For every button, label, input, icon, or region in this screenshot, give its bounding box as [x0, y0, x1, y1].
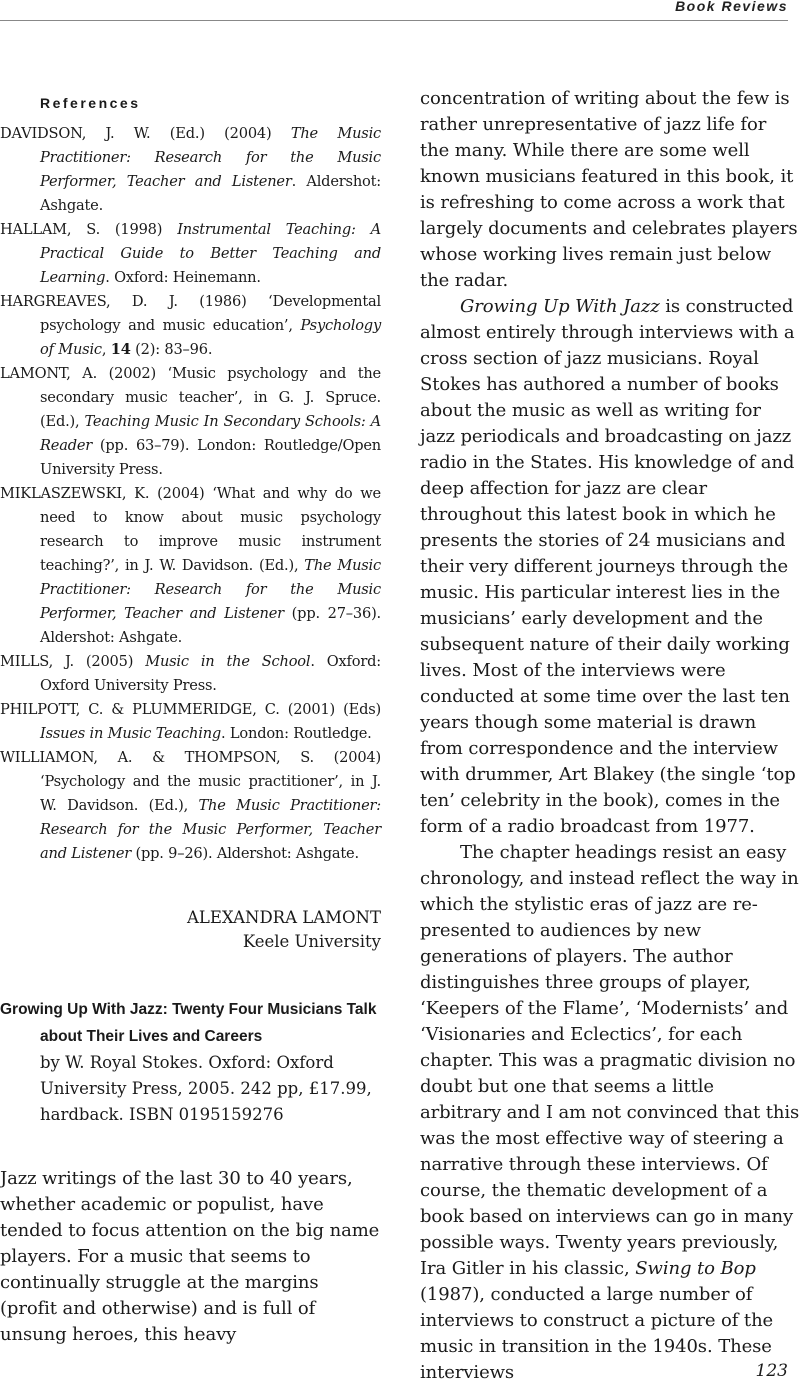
review-paragraph: The chapter headings resist an easy chronology, and instead reflect the way in which the stylistic eras of jazz are re-presented to audiences by new generations of players. The author distinguishes three groups of player, ‘Keepers of the Flame’, ‘Modernists’ and ‘Visionaries and Eclectics’, for each chapter. This was a pragmatic division no doubt but one that seems a little arbitrary and I am not convinced that this was the most effective way of steering a narrative through these interviews. Of course, the thematic development of a book based on interviews can go in many possible ways. Twenty years previously, Ira Gitler in his classic, Swing to Bop (1987), conducted a large number of interviews to construct a picture of the music in transition in the 1940s. These interviews — [420, 842, 800, 1383]
book-title: Growing Up With Jazz: Twenty Four Musicians Talk about Their Lives and Careers — [0, 1001, 377, 1045]
reference-entry: MIKLASZEWSKI, K. (2004) ‘What and why do we need to know about music psychology research to improve music instrument teaching?’, in J. W. Davidson. (Ed.), The Music Practitioner: Research for the Music Performer, Teacher and Listener (pp. 27–36). Aldershot: Ashgate. — [0, 485, 381, 646]
left-column — [0, 92, 381, 1348]
references-heading: References — [40, 95, 141, 111]
reference-entry: WILLIAMON, A. & THOMPSON, S. (2004) ‘Psychology and the music practitioner’, in J. W. Davidson. (Ed.), The Music Practitioner: Research for the Music Performer, Teacher and Listener (pp. 9–26). Aldershot: Ashgate. — [0, 749, 381, 862]
book-details: by W. Royal Stokes. Oxford: Oxford University Press, 2005. 242 pp, £17.99, hardback. ISBN 0195159276 — [40, 1053, 372, 1124]
review-paragraph: concentration of writing about the few is rather unrepresentative of jazz life for the many. While there are some well known musicians featured in this book, it is refreshing to come across a work that largely documents and celebrates players whose working lives remain just below the radar. — [420, 88, 798, 291]
reference-entry: MILLS, J. (2005) Music in the School. Oxford: Oxford University Press. — [0, 653, 381, 694]
reviewer-signature — [0, 906, 381, 954]
reviewer-name: ALEXANDRA LAMONT — [187, 908, 381, 927]
page-number: 123 — [755, 1361, 788, 1381]
reference-entry: PHILPOTT, C. & PLUMMERIDGE, C. (2001) (Eds) Issues in Music Teaching. London: Routledge. — [0, 701, 381, 742]
reference-entry: DAVIDSON, J. W. (Ed.) (2004) The Music Practitioner: Research for the Music Performer, Teacher and Listener. Aldershot: Ashgate. — [0, 125, 382, 214]
reference-entry: LAMONT, A. (2002) ‘Music psychology and the secondary music teacher’, in G. J. Spruce. (Ed.), Teaching Music In Secondary Schools: A Reader (pp. 63–79). London: Routledge/Open University Press. — [0, 365, 381, 478]
review-paragraph: Growing Up With Jazz is constructed almost entirely through interviews with a cross section of jazz musicians. Royal Stokes has authored a number of books about the music as well as writing for jazz periodicals and broadcasting on jazz radio in the States. His knowledge of and deep affection for jazz are clear throughout this latest book in which he presents the stories of 24 musicians and their very different journeys through the music. His particular interest lies in the musicians’ early development and the subsequent nature of their daily working lives. Most of the interviews were conducted at some time over the last ten years though some material is drawn from correspondence and the interview with drummer, Art Blakey (the single ‘top ten’ celebrity in the book), comes in the form of a radio broadcast from 1977. — [420, 296, 796, 837]
reviewer-affiliation: Keele University — [242, 932, 381, 951]
book-citation — [0, 996, 381, 1050]
review-paragraph: Jazz writings of the last 30 to 40 years, whether academic or populist, have tended to focus attention on the big name players. For a music that seems to continually struggle at the margins (profit and otherwise) and is full of unsung heroes, this heavy — [0, 1168, 380, 1345]
running-head-title: Book Reviews — [675, 0, 788, 14]
reference-entry: HARGREAVES, D. J. (1986) ‘Developmental psychology and music education’, Psychology of Music, 14 (2): 83–96. — [0, 293, 381, 358]
reference-entry: HALLAM, S. (1998) Instrumental Teaching: A Practical Guide to Better Teaching and Learning. Oxford: Heinemann. — [0, 221, 382, 286]
right-column — [420, 88, 800, 1386]
running-header — [0, 0, 788, 21]
